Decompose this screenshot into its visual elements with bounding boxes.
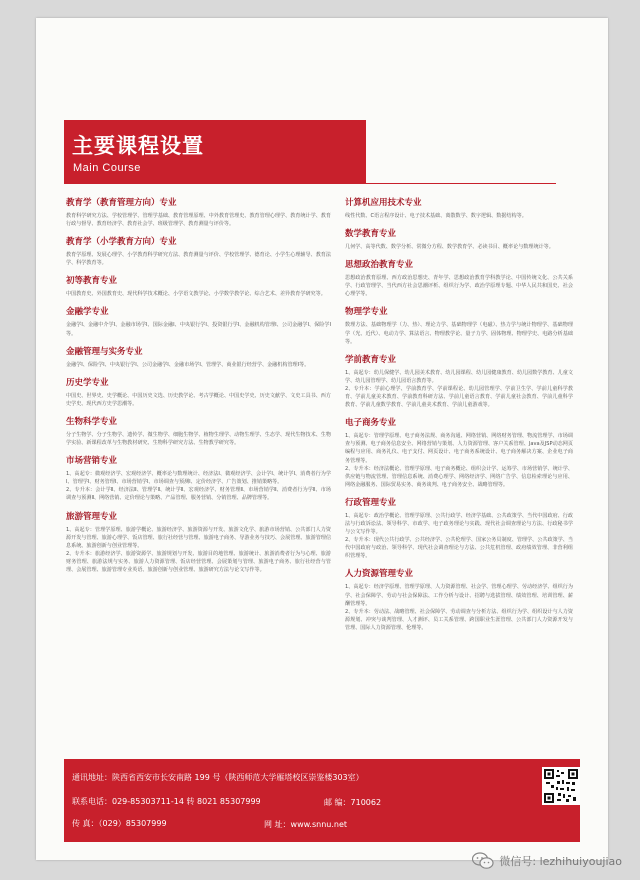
- course-block: [345, 307, 573, 345]
- course-title: 思想政治教育专业: [345, 260, 414, 271]
- course-block: [345, 418, 573, 489]
- banner-underline: [366, 183, 556, 184]
- course-block: [345, 355, 573, 409]
- course-title: 初等教育专业: [66, 276, 118, 287]
- course-title: 学前教育专业: [345, 354, 397, 365]
- banner-title-zh: 主要课程设置: [72, 134, 204, 158]
- course-description: 1、高起专：政治学概论、管理学原理、公共行政学、经济学基础、公共政策学、当代中国政府、行政法与行政诉讼法、领导科学、市政学、电子政务理论与实践、现代社会调查理论与方法、行政秘书学与公文写作等。 2、专升本：现代公共行政学、公共经济学、公共伦理学、国家公务员制度、管理学、公共政策学、当代中国政府与政治、领导科学、现代社会调查理论与方法、公共危机管理、政府绩效管理、非营利组织管理等。: [345, 512, 573, 560]
- course-block: [66, 417, 331, 447]
- course-block: [345, 229, 573, 251]
- qr-code-icon: [542, 767, 580, 805]
- contact-footer: [64, 759, 580, 842]
- course-title: 数学教育专业: [345, 229, 397, 240]
- course-description: 数理方法、基础物理学（力、热）、理论力学、基础物理学（电磁）、热力学与统计物理学、基础物理学（光、近代）、电动力学、算法语言、物理教学论、量子力学、固体物理、物理学史、电路分析基础等。: [345, 322, 573, 345]
- course-block: [345, 498, 573, 561]
- course-description: 线性代数、C语言程序设计、电子技术基础、离散数学、数字逻辑、数据结构等。: [345, 213, 527, 219]
- course-block: [66, 378, 331, 408]
- wechat-logo-icon: [472, 852, 494, 870]
- course-description: 中国史、世界史、史学概论、中国历史文选、历史教学论、考古学概论、中国史学史、历史文献学、文史工具书、西方史学史、现代西方史学思潮等。: [66, 392, 331, 407]
- footer-website: 网 址：www.snnu.net: [264, 820, 348, 829]
- course-title: 人力资源管理专业: [345, 569, 414, 580]
- course-description: 1、高起专：管理学原理、电子商务法规、商务沟通、网络营销、网络财务管理、物流管理学、市场调查与预测、电子商务信息安全、网络营销与策划、人力资源管理、客户关系管理、Java及JSP动态网页编程与应用、商务礼仪、电子支付、网页设计、电子商务系统设计、电子商务解决方案、企业电子商务管理等。 2、专升本：经济法概论、管理学原理、电子商务概论、组织会计学、运筹学、市场营销学、统计学、供应链与物流管理、管理信息系统、消费心理学、网络经济学、网络广告学、信息检索理论与应用、网络金融服务、国际贸易实务、商务谈判、电子商务安全、战略管理等。: [345, 433, 573, 488]
- course-title: 市场营销专业: [66, 456, 118, 467]
- main-course-banner: [64, 120, 366, 184]
- course-title: 电子商务专业: [345, 418, 397, 429]
- course-block: [66, 237, 331, 267]
- course-title: 教育学（教育管理方向）专业: [66, 198, 177, 208]
- footer-address: 通讯地址：陕西省西安市长安南路 199 号（陕西师范大学雁塔校区崇鉴楼303室）: [72, 773, 364, 782]
- course-block: [66, 512, 331, 575]
- course-description: 金融学Ⅰ、保险学Ⅰ、中央银行学Ⅰ、公司金融学Ⅰ、金融市场学Ⅰ、管理学、商业银行经营学、金融机构管理Ⅰ等。: [66, 361, 310, 368]
- course-description: 教育科学研究方法、学校管理学、管理学基础、教育管理原理、中外教育管理史、教育管理心理学、教育统计学、教育行政与督导、教育经济学、教育社会学、班级管理学、教育测量与评价等。: [66, 213, 331, 228]
- course-block: [66, 347, 331, 369]
- course-block: [66, 307, 331, 337]
- course-title: 历史学专业: [66, 377, 109, 388]
- course-description: 1、高起专：幼儿保健学、幼儿园美术教育、幼儿园课程、幼儿园健康教育、幼儿园数学教育、儿童文学、幼儿园管理学、幼儿园语言教育等。 2、专升本：学前心理学、学前教育学、学前课程论、幼儿园管理学、学前卫生学、学前儿童科学教育、学前儿童美术教育、学前教育科研方法、学前儿童语言教育、学前儿童社会教育、学前儿童科学教育、学前儿童数学教育、学前儿童美术教育、学前儿童游戏等。: [345, 369, 573, 409]
- course-description: 1、高起专：经济学原理、管理学原理、人力资源管理、社会学、管理心理学、劳动经济学、组织行为学、社会保障学、劳动与社会保障法、工作分析与设计、招聘与选拔管理、绩效管理、培训管理、薪酬管理等。 2、专升本：劳动法、战略管理、社会保障学、劳动调查与分析方法、组织行为学、组织设计与人力资源规划、冲突与谈判管理、人才测评、员工关系管理、跨国职业生涯管理、公共部门人力资源开发与管理、国际人力资源管理、伦理等。: [345, 584, 573, 631]
- course-block: [66, 276, 331, 298]
- course-title: 金融管理与实务专业: [66, 346, 143, 357]
- course-description: 中国教育史、外国教育史、现代科学技术概论、小学语文教学论、小学数学教学论、综合艺术、差异教育学研究等。: [66, 291, 326, 298]
- footer-fax: 传 真：（029）85307999: [72, 819, 167, 828]
- course-title: 教育学（小学教育方向）专业: [66, 237, 177, 248]
- course-description: 分子生物学、分子生物学、遗传学、微生物学、细胞生物学、植物生理学、动物生理学、生态学、现代生物技术、生物学实验、新课程改革与生物教材研究、生物科学研究方法、生物教学研究等。: [66, 431, 331, 447]
- course-block: [66, 456, 331, 502]
- course-title: 计算机应用技术专业: [345, 198, 422, 208]
- course-description: 几何学、高等代数、数学分析、常微分方程、数学教育学、必读书目、概率论与数理统计等。: [345, 244, 554, 251]
- course-description: 教育学原理、发展心理学、小学教育科学研究方法、教育测量与评价、学校管理学、德育论、小学生心理辅导、教育法学、科学教育等。: [66, 252, 331, 267]
- course-description: 思想政治教育原理、西方政治思想史、青年学、思想政治教育学科教学论、中国传统文化、公共关系学、行政管理学、当代西方社会思潮评析、组织行为学、政治学原理专题、中华人民共和国史、社会心理学等。: [345, 275, 573, 298]
- course-description: 1、高起专：微观经济学、宏观经济学、概率论与数理统计、经济法Ⅰ、微观经济学、会计学Ⅰ、统计学Ⅰ、消费者行为学Ⅰ、管理学Ⅰ、财务管理Ⅰ、市场营销学Ⅰ、市场调查与预测Ⅰ、定价经济学、广告策划、推销策略等。 2、专升本：会计学Ⅱ、经济法Ⅱ、管理学Ⅱ、统计学Ⅱ、宏观经济学、财务管理Ⅱ、市场营销学Ⅱ、消费者行为学Ⅱ、市场调查与预测Ⅱ、网络营销、定价理论与策略、产品管理、服务营销、分销管理、品牌管理等。: [66, 471, 331, 502]
- course-title: 物理学专业: [345, 307, 388, 318]
- course-title: 生物科学专业: [66, 416, 118, 427]
- footer-phone: 联系电话：029-85303711-14 转 8021 85307999: [72, 797, 261, 806]
- left-course-column: [66, 198, 331, 583]
- footer-postcode: 邮 编：710062: [324, 798, 382, 807]
- right-course-column: [345, 198, 573, 641]
- course-title: 行政管理专业: [345, 497, 397, 508]
- course-block: [345, 569, 573, 632]
- course-description: 1、高起专：管理学原理、旅游学概论、旅游经济学、旅游资源与开发、旅游文化学、旅游市场营销、公共部门人力资源开发与管理、旅游心理学、饭店管理、旅行社经营与管理、旅游电子商务、导游业务与技巧、会展管理、旅游管理信息系统、旅游创新与创业管理等。 2、专升本：旅游经济学、旅游资源学、旅游规划与开发、旅游目的地管理、旅游统计、旅游消费者行为与心理、旅游财务管理、旅游法规与实务、旅游人力资源管理、饭店经营管理、会展策划与管理、旅游电子商务、旅行社经营与管理、会展管理、旅游管理专业英语、旅游创新与创业管理、旅游研究方法与论文写作等。: [66, 526, 331, 573]
- wechat-id-text: 微信号: lezhihuiyoujiao: [499, 855, 622, 868]
- banner-title-en: Main Course: [73, 162, 141, 174]
- wechat-watermark: [472, 852, 622, 870]
- course-title: 金融学专业: [66, 307, 109, 318]
- course-title: 旅游管理专业: [66, 511, 118, 522]
- brochure-page: [36, 18, 608, 860]
- course-block: [345, 260, 573, 298]
- course-description: 金融学Ⅰ、金融中介学Ⅰ、金融市场学Ⅰ、国际金融Ⅰ、中央银行学Ⅰ、投资银行学Ⅰ、金融机构管理Ⅰ、公司金融学Ⅰ、保险学Ⅰ等。: [66, 322, 331, 337]
- course-block: [66, 198, 331, 228]
- course-block: [345, 198, 573, 220]
